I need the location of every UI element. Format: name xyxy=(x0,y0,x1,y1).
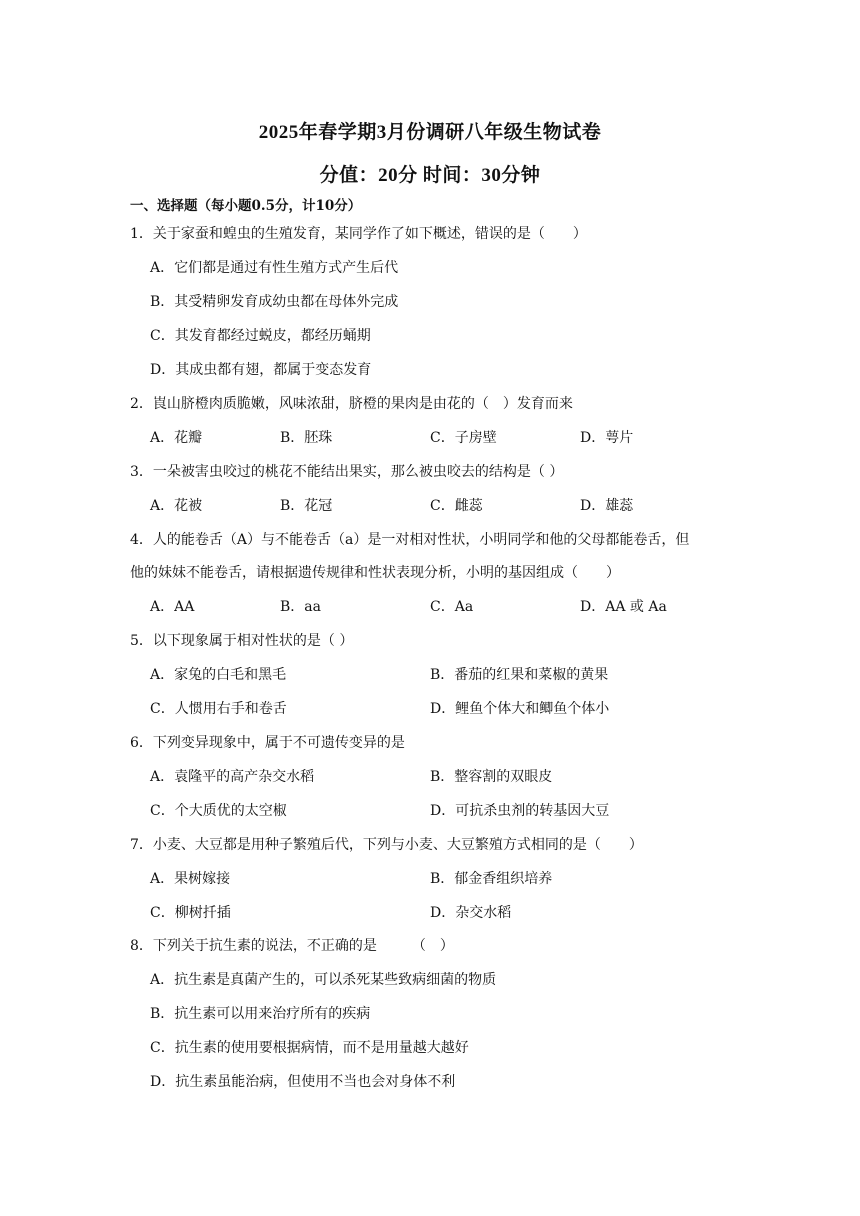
question-8-option-a: A．抗生素是真菌产生的，可以杀死某些致病细菌的物质 xyxy=(150,972,497,988)
question-2-option-c: C．子房壁 xyxy=(430,430,497,446)
question-6-option-a: A．袁隆平的高产杂交水稻 xyxy=(150,769,315,785)
question-7-option-c: C．柳树扦插 xyxy=(150,905,231,921)
question-4-option-c: C．Aa xyxy=(430,599,474,615)
question-7-option-d: D．杂交水稻 xyxy=(430,905,512,921)
question-4-option-a: A．AA xyxy=(150,599,195,615)
question-6-option-b: B．整容割的双眼皮 xyxy=(430,769,553,785)
question-4-stem: 4．人的能卷舌（A）与不能卷舌（a）是一对相对性状，小明同学和他的父母都能卷舌，但 xyxy=(130,532,690,548)
question-1-option-a: A．它们都是通过有性生殖方式产生后代 xyxy=(150,260,399,276)
question-5-option-c: C．人惯用右手和卷舌 xyxy=(150,701,287,717)
question-3-option-d: D．雄蕊 xyxy=(580,498,634,514)
question-7-option-b: B．郁金香组织培养 xyxy=(430,871,553,887)
question-6-option-d: D．可抗杀虫剂的转基因大豆 xyxy=(430,803,610,819)
question-3-option-c: C．雌蕊 xyxy=(430,498,483,514)
question-7-stem: 7．小麦、大豆都是用种子繁殖后代，下列与小麦、大豆繁殖方式相同的是（ ） xyxy=(130,837,643,853)
question-4-option-b: B．aa xyxy=(280,599,321,615)
question-2-option-a: A．花瓣 xyxy=(150,430,203,446)
question-3-stem: 3．一朵被害虫咬过的桃花不能结出果实，那么被虫咬去的结构是（ ） xyxy=(130,464,564,480)
section-heading: 一、选择题（每小题0.5分，计10分） xyxy=(130,198,362,214)
question-7-option-a: A．果树嫁接 xyxy=(150,871,231,887)
question-2-option-d: D．萼片 xyxy=(580,430,634,446)
question-1-stem: 1．关于家蚕和蝗虫的生殖发育，某同学作了如下概述，错误的是（ ） xyxy=(130,226,587,242)
question-6-stem: 6．下列变异现象中，属于不可遗传变异的是 xyxy=(130,735,405,751)
question-2-stem: 2．崀山脐橙肉质脆嫩，风味浓甜，脐橙的果肉是由花的（ ）发育而来 xyxy=(130,396,573,412)
question-1-option-b: B．其受精卵发育成幼虫都在母体外完成 xyxy=(150,294,399,310)
question-8-option-b: B．抗生素可以用来治疗所有的疾病 xyxy=(150,1006,371,1022)
question-8-option-d: D．抗生素虽能治病，但使用不当也会对身体不利 xyxy=(150,1074,456,1090)
question-5-option-b: B．番茄的红果和菜椒的黄果 xyxy=(430,667,609,683)
question-5-option-d: D．鲤鱼个体大和鲫鱼个体小 xyxy=(430,701,610,717)
exam-subtitle: 分值：20分 时间：30分钟 xyxy=(319,165,541,186)
question-3-option-b: B．花冠 xyxy=(280,498,333,514)
question-3-option-a: A．花被 xyxy=(150,498,203,514)
question-1-option-c: C．其发育都经过蜕皮，都经历蛹期 xyxy=(150,328,371,344)
question-4-stem-continued: 他的妹妹不能卷舌，请根据遗传规律和性状表现分析，小明的基因组成（ ） xyxy=(130,565,620,581)
question-5-option-a: A．家兔的白毛和黑毛 xyxy=(150,667,287,683)
exam-title: 2025年春学期3月份调研八年级生物试卷 xyxy=(258,122,602,143)
question-5-stem: 5．以下现象属于相对性状的是（ ） xyxy=(130,633,354,649)
question-4-option-d: D．AA 或 Aa xyxy=(580,599,667,615)
question-6-option-c: C．个大质优的太空椒 xyxy=(150,803,287,819)
question-8-stem: 8．下列关于抗生素的说法，不正确的是 （ ） xyxy=(130,938,454,954)
question-1-option-d: D．其成虫都有翅，都属于变态发育 xyxy=(150,362,372,378)
question-8-option-c: C．抗生素的使用要根据病情，而不是用量越大越好 xyxy=(150,1040,469,1056)
question-2-option-b: B．胚珠 xyxy=(280,430,333,446)
